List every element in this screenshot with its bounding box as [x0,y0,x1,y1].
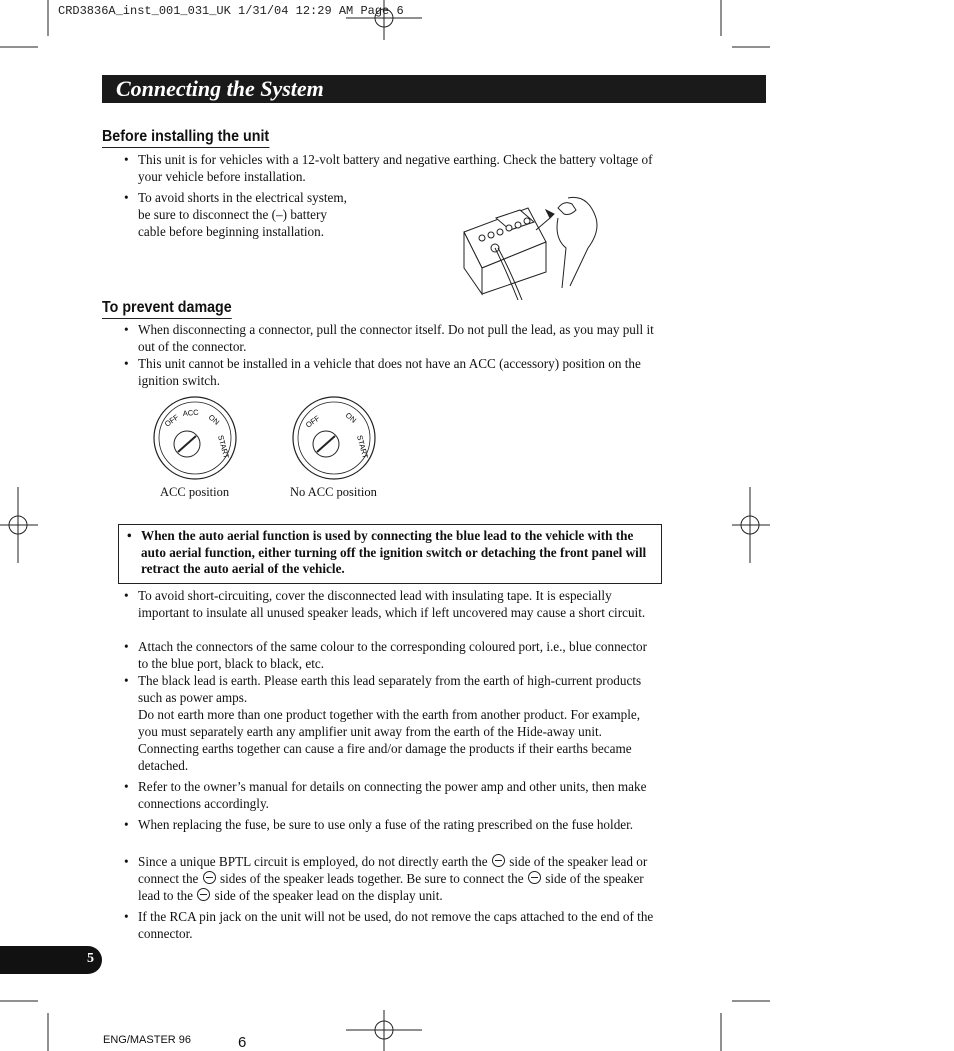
label-acc: ACC [182,407,199,418]
auto-aerial-warning-text: When the auto aerial function is used by connecting the blue lead to the vehicle with the auto aerial function, either turning off the ignition switch or detaching the front panel will retract the auto aerial of the vehicle. [141,528,647,576]
print-header: CRD3836A_inst_001_031_UK 1/31/04 12:29 AM Page 6 [58,4,404,18]
footer-master-label: ENG/MASTER 96 [103,1034,192,1046]
section-title-bar [102,75,766,103]
note-fuse-rating: • When replacing the fuse, be sure to use only a fuse of the rating prescribed on the fuse holder. [124,817,634,832]
bullet-pull-connector: • When disconnecting a connector, pull the connector itself. Do not pull the lead, as you may pull it out of the connector. [124,322,654,354]
minus-terminal-icon [197,888,210,901]
note-owners-manual: • Refer to the owner’s manual for details on connecting the power amp and other units, then make connections accordingly. [124,779,647,811]
minus-terminal-icon [492,854,505,867]
bullet-battery-voltage: • This unit is for vehicles with a 12-volt battery and negative earthing. Check the battery voltage of your vehicle before installation. [124,152,653,184]
bullet-disconnect-battery: • To avoid shorts in the electrical system, be sure to disconnect the (–) battery cable before beginning installation. [124,190,347,239]
label-on: ON [206,412,222,427]
caption-acc-position: ACC position [160,485,230,499]
note-bptl-circuit: • Since a unique BPTL circuit is employed, do not directly earth the side of the speaker lead or connect the sides of the speaker leads together. Be sure to connect the side of the speaker lead to the side of the speaker lead on the display unit. [124,854,648,903]
heading-prevent-damage: To prevent damage [102,299,232,319]
label-start: START [216,434,231,460]
battery-illustration [458,190,603,300]
no-acc-ignition-switch [289,394,379,482]
page-tab [0,946,102,974]
bullet-acc-position: • This unit cannot be installed in a vehicle that does not have an ACC (accessory) position on the ignition switch. [124,356,641,388]
note-black-lead-earth: • The black lead is earth. Please earth this lead separately from the earth of high-current products such as power amps. Do not earth more than one product together with the earth from another product. For example, you must separately earth any amplifier unit away from the earth of the Hide-away unit. Connecting earths together can cause a fire and/or damage the products if their earths became detached. [124,673,642,773]
page-tab-number: 5 [87,951,94,966]
minus-terminal-icon [528,871,541,884]
section-title: Connecting the System [116,76,324,101]
minus-terminal-icon [203,871,216,884]
note-colour-connectors: • Attach the connectors of the same colour to the corresponding coloured port, i.e., blue connector to the blue port, black to black, etc. [124,639,648,671]
footer-page-number: 6 [238,1034,247,1051]
acc-ignition-switch [150,394,240,482]
note-rca-pin-jack: • If the RCA pin jack on the unit will not be used, do not remove the caps attached to the end of the connector. [124,909,654,941]
label-on: ON [343,410,359,425]
label-off: OFF [303,413,322,430]
label-start: START [355,434,370,460]
label-off: OFF [162,412,181,429]
caption-no-acc-position: No ACC position [290,485,377,499]
auto-aerial-warning-box: • When the auto aerial function is used by connecting the blue lead to the vehicle with the auto aerial function, either turning off the ignition switch or detaching the front panel will retract the auto aerial of the vehicle. [118,524,662,584]
note-insulate-leads: • To avoid short-circuiting, cover the disconnected lead with insulating tape. It is especially important to insulate all unused speaker leads, which if left uncovered may cause a short circuit. [124,588,646,620]
heading-before-installing: Before installing the unit [102,128,269,148]
